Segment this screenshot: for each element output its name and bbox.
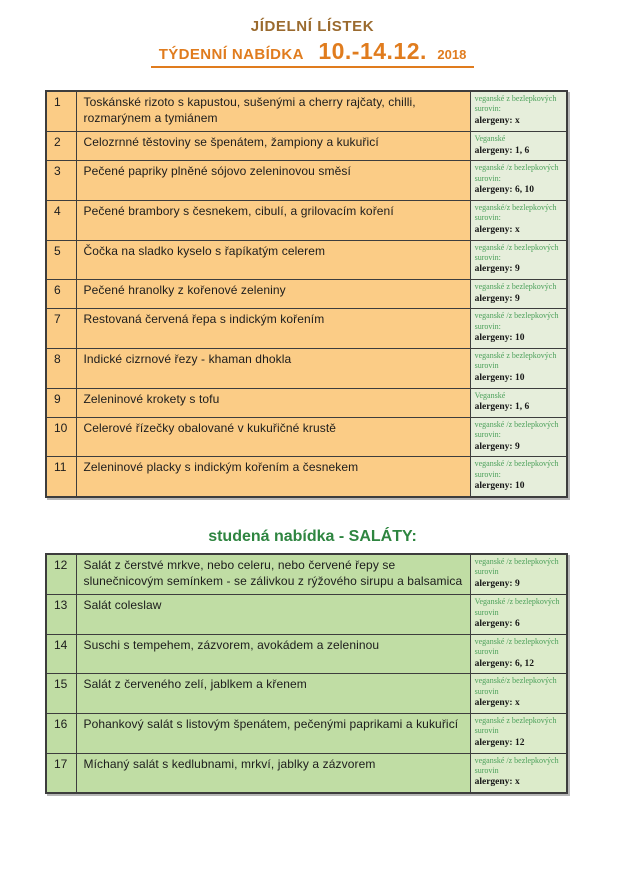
dish-name: Salát z čerstvé mrkve, nebo celeru, nebo červené řepy se slunečnicovým semínkem - se zálivkou z rýžového sirupu a balsamica — [77, 554, 470, 595]
allergen-label: alergeny: — [474, 293, 513, 304]
dish-number: 14 — [46, 634, 77, 674]
vegan-note: veganské /z bezlepkových surovin — [474, 636, 559, 657]
allergen-label: alergeny: — [474, 401, 513, 412]
dish-number: 1 — [46, 91, 77, 132]
dish-number: 12 — [46, 554, 77, 595]
allergen-cell — [470, 348, 567, 388]
subtitle-dates: 10.-14.12. — [318, 38, 427, 64]
allergen-line — [475, 401, 562, 414]
allergen-values: x — [514, 698, 520, 709]
menu-row — [46, 309, 567, 349]
allergen-label: alergeny: — [474, 698, 513, 709]
allergen-cell — [470, 309, 567, 349]
menu-row — [46, 388, 567, 417]
menu-row — [46, 280, 567, 309]
allergen-line — [475, 697, 562, 710]
allergen-line — [475, 115, 562, 128]
allergen-values: 6, 12 — [514, 658, 534, 669]
allergen-label: alergeny: — [474, 264, 513, 275]
dish-number: 9 — [46, 388, 77, 417]
vegan-note: Veganské /z bezlepkových surovin — [474, 597, 560, 617]
allergen-cell — [470, 91, 567, 132]
allergen-label: alergeny: — [474, 372, 513, 383]
dish-name: Celozrnné těstoviny se špenátem, žampiony a kukuřicí — [77, 132, 470, 161]
allergen-values: 1, 6 — [514, 401, 530, 412]
vegan-note: veganské /z bezlepkových surovin: — [474, 163, 559, 183]
vegan-note: veganské z bezlepkových surovin: — [474, 94, 557, 114]
dish-number: 3 — [46, 161, 77, 201]
dish-number: 13 — [46, 595, 77, 635]
allergen-cell — [470, 713, 567, 753]
allergen-line — [475, 145, 562, 158]
menu-row — [46, 240, 567, 280]
dish-name: Restovaná červená řepa s indickým kořením — [77, 309, 470, 349]
allergen-values: 9 — [514, 293, 520, 304]
dish-name: Čočka na sladko kyselo s řapíkatým celerem — [77, 240, 470, 280]
dish-name: Míchaný salát s kedlubnami, mrkví, jablky a zázvorem — [77, 753, 470, 793]
allergen-values: 1, 6 — [514, 145, 530, 156]
page-subtitle — [0, 38, 625, 68]
dish-number: 7 — [46, 309, 77, 349]
menu-row — [46, 348, 567, 388]
dish-name: Pečené papriky plněné sójovo zeleninovou směsí — [77, 161, 470, 201]
vegan-note: veganské /z bezlepkových surovin: — [474, 419, 559, 440]
allergen-cell — [470, 595, 567, 635]
allergen-line — [475, 293, 562, 306]
allergen-values: x — [514, 224, 520, 235]
subtitle-label: TÝDENNÍ NABÍDKA — [158, 46, 304, 63]
menu-row — [46, 91, 567, 132]
allergen-line — [475, 441, 562, 454]
hot-dishes-table — [45, 90, 568, 498]
allergen-line — [475, 184, 562, 197]
allergen-values: 10 — [514, 481, 525, 492]
allergen-values: 10 — [514, 333, 525, 344]
section-title-salads: studená nabídka - SALÁTY: — [208, 527, 417, 545]
menu-row — [46, 161, 567, 201]
allergen-values: 9 — [514, 264, 520, 275]
vegan-note: Veganské — [474, 134, 506, 144]
vegan-note: veganské z bezlepkových — [474, 282, 557, 292]
allergen-values: 6 — [514, 618, 520, 629]
dish-name: Pečené hranolky z kořenové zeleniny — [77, 280, 470, 309]
allergen-label: alergeny: — [474, 658, 513, 669]
menu-row — [46, 753, 567, 793]
allergen-label: alergeny: — [474, 737, 513, 748]
allergen-cell — [470, 132, 567, 161]
allergen-line — [475, 737, 562, 750]
dish-number: 2 — [46, 132, 77, 161]
subtitle-underlined-group — [151, 38, 475, 68]
dish-name: Indické cizrnové řezy - khaman dhokla — [77, 348, 470, 388]
allergen-values: 6, 10 — [514, 185, 534, 196]
allergen-label: alergeny: — [474, 618, 513, 629]
allergen-line — [475, 372, 562, 385]
allergen-cell — [470, 554, 567, 595]
menu-row — [46, 595, 567, 635]
dish-number: 16 — [46, 713, 77, 753]
hot-dishes-table-body — [46, 91, 567, 497]
allergen-cell — [470, 634, 567, 674]
dish-name: Salát z červeného zelí, jablkem a křenem — [77, 674, 470, 714]
allergen-label: alergeny: — [474, 185, 513, 196]
vegan-note: veganské /z bezlepkových surovin: — [474, 311, 559, 331]
menu-row — [46, 417, 567, 457]
dish-number: 6 — [46, 280, 77, 309]
allergen-line — [475, 332, 562, 345]
dish-number: 5 — [46, 240, 77, 280]
dish-number: 8 — [46, 348, 77, 388]
allergen-cell — [470, 200, 567, 240]
dish-number: 15 — [46, 674, 77, 714]
dish-name: Pečené brambory s česnekem, cibulí, a grilovacím koření — [77, 200, 470, 240]
dish-name: Salát coleslaw — [77, 595, 470, 635]
vegan-note: veganské /z bezlepkových surovin — [474, 556, 559, 577]
menu-row — [46, 457, 567, 497]
allergen-label: alergeny: — [474, 777, 513, 788]
menu-row — [46, 634, 567, 674]
allergen-line — [475, 480, 562, 493]
allergen-label: alergeny: — [474, 115, 513, 126]
vegan-note: veganské /z bezlepkových surovin — [474, 755, 559, 775]
vegan-note: veganské z bezlepkových surovin — [474, 715, 557, 736]
vegan-note: veganské/z bezlepkových surovin — [474, 676, 557, 696]
dish-number: 17 — [46, 753, 77, 793]
menu-row — [46, 713, 567, 753]
allergen-label: alergeny: — [474, 441, 513, 452]
allergen-cell — [470, 388, 567, 417]
allergen-line — [475, 658, 562, 671]
dish-name: Zeleninové krokety s tofu — [77, 388, 470, 417]
vegan-note: veganské /z bezlepkových surovin: — [474, 242, 559, 262]
allergen-line — [475, 263, 562, 276]
menu-row — [46, 200, 567, 240]
dish-name: Celerové řízečky obalované v kukuřičné krustě — [77, 417, 470, 457]
allergen-label: alergeny: — [474, 333, 513, 344]
allergen-cell — [470, 161, 567, 201]
menu-row — [46, 554, 567, 595]
dish-name: Suschi s tempehem, zázvorem, avokádem a zeleninou — [77, 634, 470, 674]
vegan-note: veganské /z bezlepkových surovin: — [474, 459, 559, 479]
salad-dishes-table-body — [46, 554, 567, 793]
allergen-cell — [470, 280, 567, 309]
menu-row — [46, 132, 567, 161]
allergen-label: alergeny: — [474, 224, 513, 235]
allergen-cell — [470, 240, 567, 280]
subtitle-year: 2018 — [437, 47, 467, 62]
allergen-values: 9 — [514, 441, 520, 452]
allergen-label: alergeny: — [474, 481, 513, 492]
allergen-values: 9 — [514, 578, 520, 589]
page-header — [0, 0, 625, 68]
allergen-label: alergeny: — [474, 578, 513, 589]
dish-number: 10 — [46, 417, 77, 457]
dish-name: Pohankový salát s listovým špenátem, pečenými paprikami a kukuřicí — [77, 713, 470, 753]
allergen-line — [475, 224, 562, 237]
allergen-cell — [470, 457, 567, 497]
salad-dishes-table — [45, 553, 568, 794]
allergen-line — [475, 776, 562, 789]
allergen-values: x — [514, 115, 520, 126]
allergen-values: x — [514, 777, 520, 788]
allergen-values: 12 — [514, 737, 525, 748]
dish-number: 4 — [46, 200, 77, 240]
allergen-cell — [470, 417, 567, 457]
dish-name: Zeleninové placky s indickým kořením a česnekem — [77, 457, 470, 497]
vegan-note: Veganské — [474, 390, 506, 400]
allergen-label: alergeny: — [474, 145, 513, 156]
vegan-note: veganské/z bezlepkových surovin: — [474, 202, 557, 223]
vegan-note: veganské z bezlepkových surovin — [474, 350, 557, 371]
dish-number: 11 — [46, 457, 77, 497]
allergen-line — [475, 578, 562, 591]
allergen-cell — [470, 753, 567, 793]
page-title: JÍDELNÍ LÍSTEK — [250, 18, 375, 35]
dish-name: Toskánské rizoto s kapustou, sušenými a cherry rajčaty, chilli, rozmarýnem a tymiánem — [77, 91, 470, 132]
allergen-line — [475, 618, 562, 631]
menu-row — [46, 674, 567, 714]
allergen-cell — [470, 674, 567, 714]
allergen-values: 10 — [514, 372, 525, 383]
